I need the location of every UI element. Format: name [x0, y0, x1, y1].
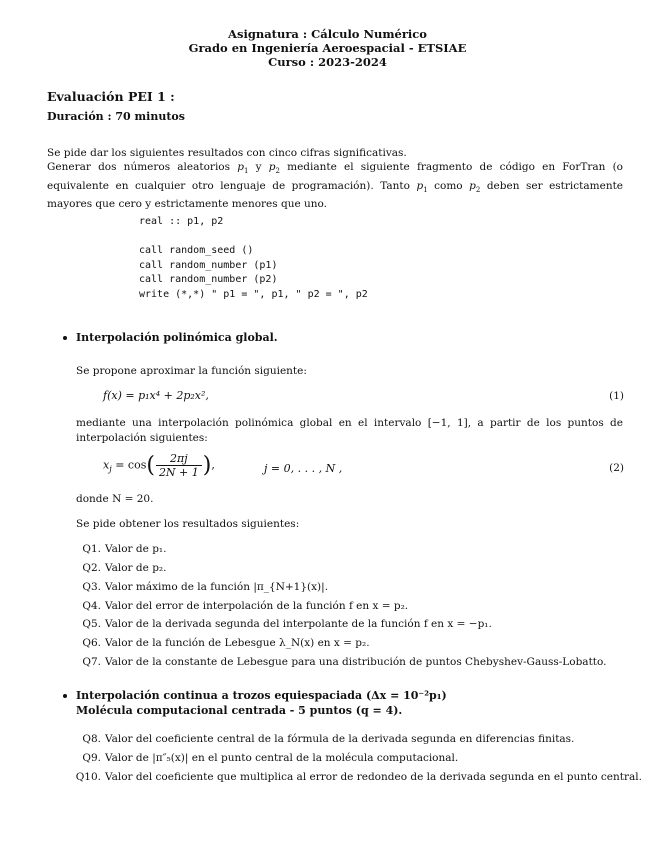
- equation-2: $x_j = \cos$( $\frac{2\pi j}{2N + 1}$ ),: [103, 452, 215, 479]
- section1-propone: Se propone aproximar la función siguiente:: [76, 365, 307, 377]
- exam-page: Asignatura : Cálculo Numérico Grado en Ingeniería Aeroespacial - ETSIAE Curso : 2023-2024 Evaluación PEI 1 : Duración : 70 minutos Se pide dar los siguientes resultados con cinco cifras significativas. Generar dos números aleatorios $p_1$ y $p_2$ mediante el siguiente fragmento de código en ForTran (o equivalente en cualquier otro lenguaje de programación). Tanto $p_1$ como $p_2$ deben ser estrictamente mayores que cero y estrictamente menores que uno. real :: p1, p2 call random_seed () call random_number (p1) call random_number (p2) write (*,*) " p1 = ", p1, " p2 = ", p2 Interpolación polinómica global. Se propone aproximar la función siguiente: f(x) = p₁x⁴ + 2p₂x², (1) mediante una interpolación polinómica global en el intervalo [−1, 1], a partir de los puntos de interpolación siguientes: $x_j = \cos$( $\frac{2\pi j}{2N + 1}$ ), j = 0, . . . , N , (2) donde N = 20. Se pide obtener los resultados siguientes: Q1. Valor de p₁. Q2. Valor de p₂. Q3. Valor máximo de la función |π_{N+1}(x)|. Q4. Valor del error de interpolación de la función f en x = p₂. Q5. Valor de la derivada segunda del interpolante de la función f en x = −p₁. Q6. Valor de la función de Lebesgue λ_N(x) en x = p₂. Q7. Valor de la constante de Lebesgue para una distribución de puntos Chebyshev-Gauss-Lobatto. Interpolación continua a trozos equiespaciada (Δx = 10⁻²p₁) Molécula computacional centrada - 5 puntos (q = 4). Q8. Valor del coeficiente central de la fórmula de la derivada segunda en diferencias finitas. Q9. Valor de |π″₅(x)| en el punto central de la molécula computacional. Q10. Valor del coeficiente que multiplica al error de redondeo de la derivada segunda en el punto central.: [0, 0, 655, 848]
- exam-title: Evaluación PEI 1 :: [47, 89, 175, 104]
- header-year: Curso : 2023-2024: [268, 55, 387, 69]
- section1-donde: donde N = 20.: [76, 493, 154, 505]
- bullet-icon: [63, 694, 67, 698]
- header-degree: Grado en Ingeniería Aeroespacial - ETSIAE: [188, 41, 467, 55]
- equation-2-number: (2): [609, 462, 624, 474]
- equation-1-number: (1): [609, 390, 624, 402]
- course-header: [0, 27, 655, 69]
- equation-2-range: j = 0, . . . , N ,: [264, 462, 343, 475]
- equation-1: f(x) = p₁x⁴ + 2p₂x²,: [103, 389, 209, 402]
- section1-pide: Se pide obtener los resultados siguientes:: [76, 518, 300, 530]
- exam-duration: Duración : 70 minutos: [47, 110, 185, 123]
- bullet-icon: [63, 336, 67, 340]
- intro-sigfigs: Se pide dar los siguientes resultados con cinco cifras significativas.: [47, 147, 407, 159]
- header-subject: Asignatura : Cálculo Numérico: [228, 27, 427, 41]
- section1-mediante: mediante una interpolación polinómica global en el intervalo [−1, 1], a partir de los puntos de interpolación siguientes:: [76, 417, 623, 444]
- fortran-code-snippet: real :: p1, p2 call random_seed () call random_number (p1) call random_number (p2) write (*,*) " p1 = ", p1, " p2 = ", p2: [139, 216, 368, 300]
- intro-instructions: Generar dos números aleatorios $p_1$ y $p_2$ mediante el siguiente fragmento de código en ForTran (o equivalente en cualquier otro lenguaje de programación). Tanto $p_1$ como $p_2$ deben ser estrictamente mayores que cero y estrictamente menores que uno.: [47, 161, 624, 211]
